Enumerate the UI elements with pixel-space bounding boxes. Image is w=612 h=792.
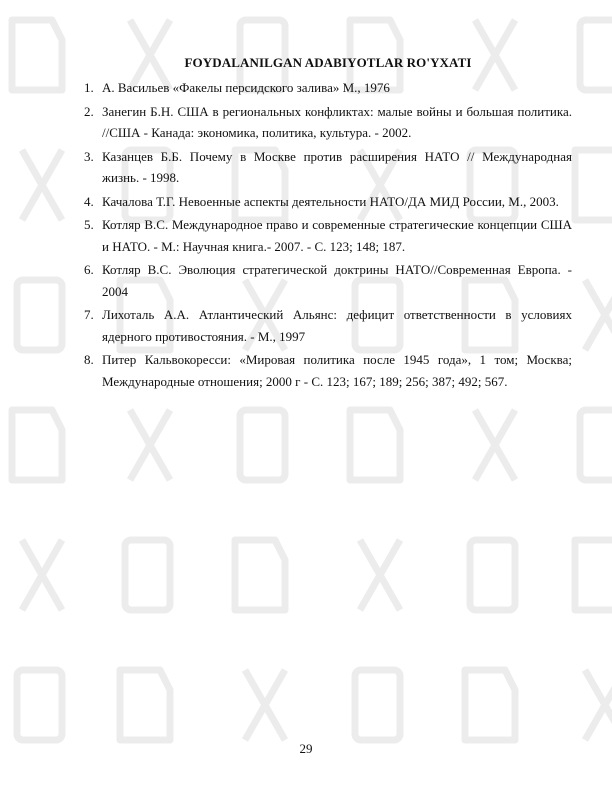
reference-text: Питер Кальвокоресси: «Мировая политика после 1945 года», 1 том; Москва; Международные отношения; 2000 г - С. 123; 167; 189; 256; 387; 492; 567.	[102, 352, 572, 389]
reference-item	[84, 191, 572, 213]
reference-text: Качалова Т.Г. Невоенные аспекты деятельности НАТО/ДА МИД России, М., 2003.	[102, 193, 559, 209]
reference-item	[84, 77, 572, 99]
watermark-shape	[17, 280, 62, 350]
watermark-shape	[580, 410, 612, 480]
watermark-shape	[585, 280, 612, 350]
reference-list	[84, 77, 572, 392]
watermark-shape	[17, 670, 62, 740]
watermark-shape	[350, 410, 400, 480]
reference-text: Занегин Б.Н. США в региональных конфликтах: малые войны и большая политика. //США - Канада: экономика, политика, культура. - 2002.	[102, 103, 572, 140]
watermark-shape	[12, 410, 62, 480]
reference-text: Котляр В.С. Международное право и современные стратегические концепции США и НАТО. - М.: Научная книга.- 2007. - С. 123; 148; 187.	[102, 217, 572, 254]
reference-item	[84, 259, 572, 302]
watermark-shape	[22, 150, 62, 220]
reference-number: 5.	[84, 217, 94, 232]
reference-number: 2.	[84, 103, 94, 119]
reference-item	[84, 304, 572, 347]
watermark-shape	[585, 670, 612, 740]
reference-text: А. Васильев «Факелы персидского залива» М., 1976	[102, 80, 390, 95]
reference-item	[84, 349, 572, 392]
watermark-shape	[240, 410, 285, 480]
watermark-shape	[22, 540, 62, 610]
reference-item	[84, 101, 572, 144]
reference-number: 8.	[84, 352, 94, 367]
page-number: 29	[299, 741, 313, 756]
watermark-shape	[355, 670, 400, 740]
watermark-shape	[575, 150, 612, 220]
reference-text: Котляр В.С. Эволюция стратегической доктрины НАТО//Современная Европа. - 2004	[102, 262, 572, 299]
watermark-shape	[125, 540, 170, 610]
watermark-shape	[470, 540, 515, 610]
watermark-shape	[360, 540, 400, 610]
watermark-shape	[130, 410, 170, 480]
reference-number: 4.	[84, 193, 94, 209]
watermark-shape	[120, 670, 170, 740]
document-page	[84, 54, 572, 394]
watermark-shape	[235, 540, 285, 610]
reference-item	[84, 146, 572, 189]
reference-number: 6.	[84, 262, 94, 277]
page-title: FOYDALANILGAN ADABIYOTLAR RO'YXATI	[184, 55, 472, 70]
reference-text: Казанцев Б.Б. Почему в Москве против расширения НАТО // Международная жизнь. - 1998.	[102, 148, 572, 185]
reference-item	[84, 214, 572, 257]
reference-number: 3.	[84, 148, 94, 164]
watermark-shape	[475, 410, 515, 480]
watermark-shape	[465, 670, 515, 740]
reference-text: Лихоталь А.А. Атлантический Альянс: дефицит ответственности в условиях ядерного противостояния. - М., 1997	[102, 307, 572, 344]
watermark-shape	[12, 20, 62, 90]
watermark-shape	[575, 540, 612, 610]
reference-number: 7.	[84, 307, 94, 322]
watermark-shape	[580, 20, 612, 90]
watermark-shape	[245, 670, 285, 740]
reference-number: 1.	[84, 80, 94, 95]
